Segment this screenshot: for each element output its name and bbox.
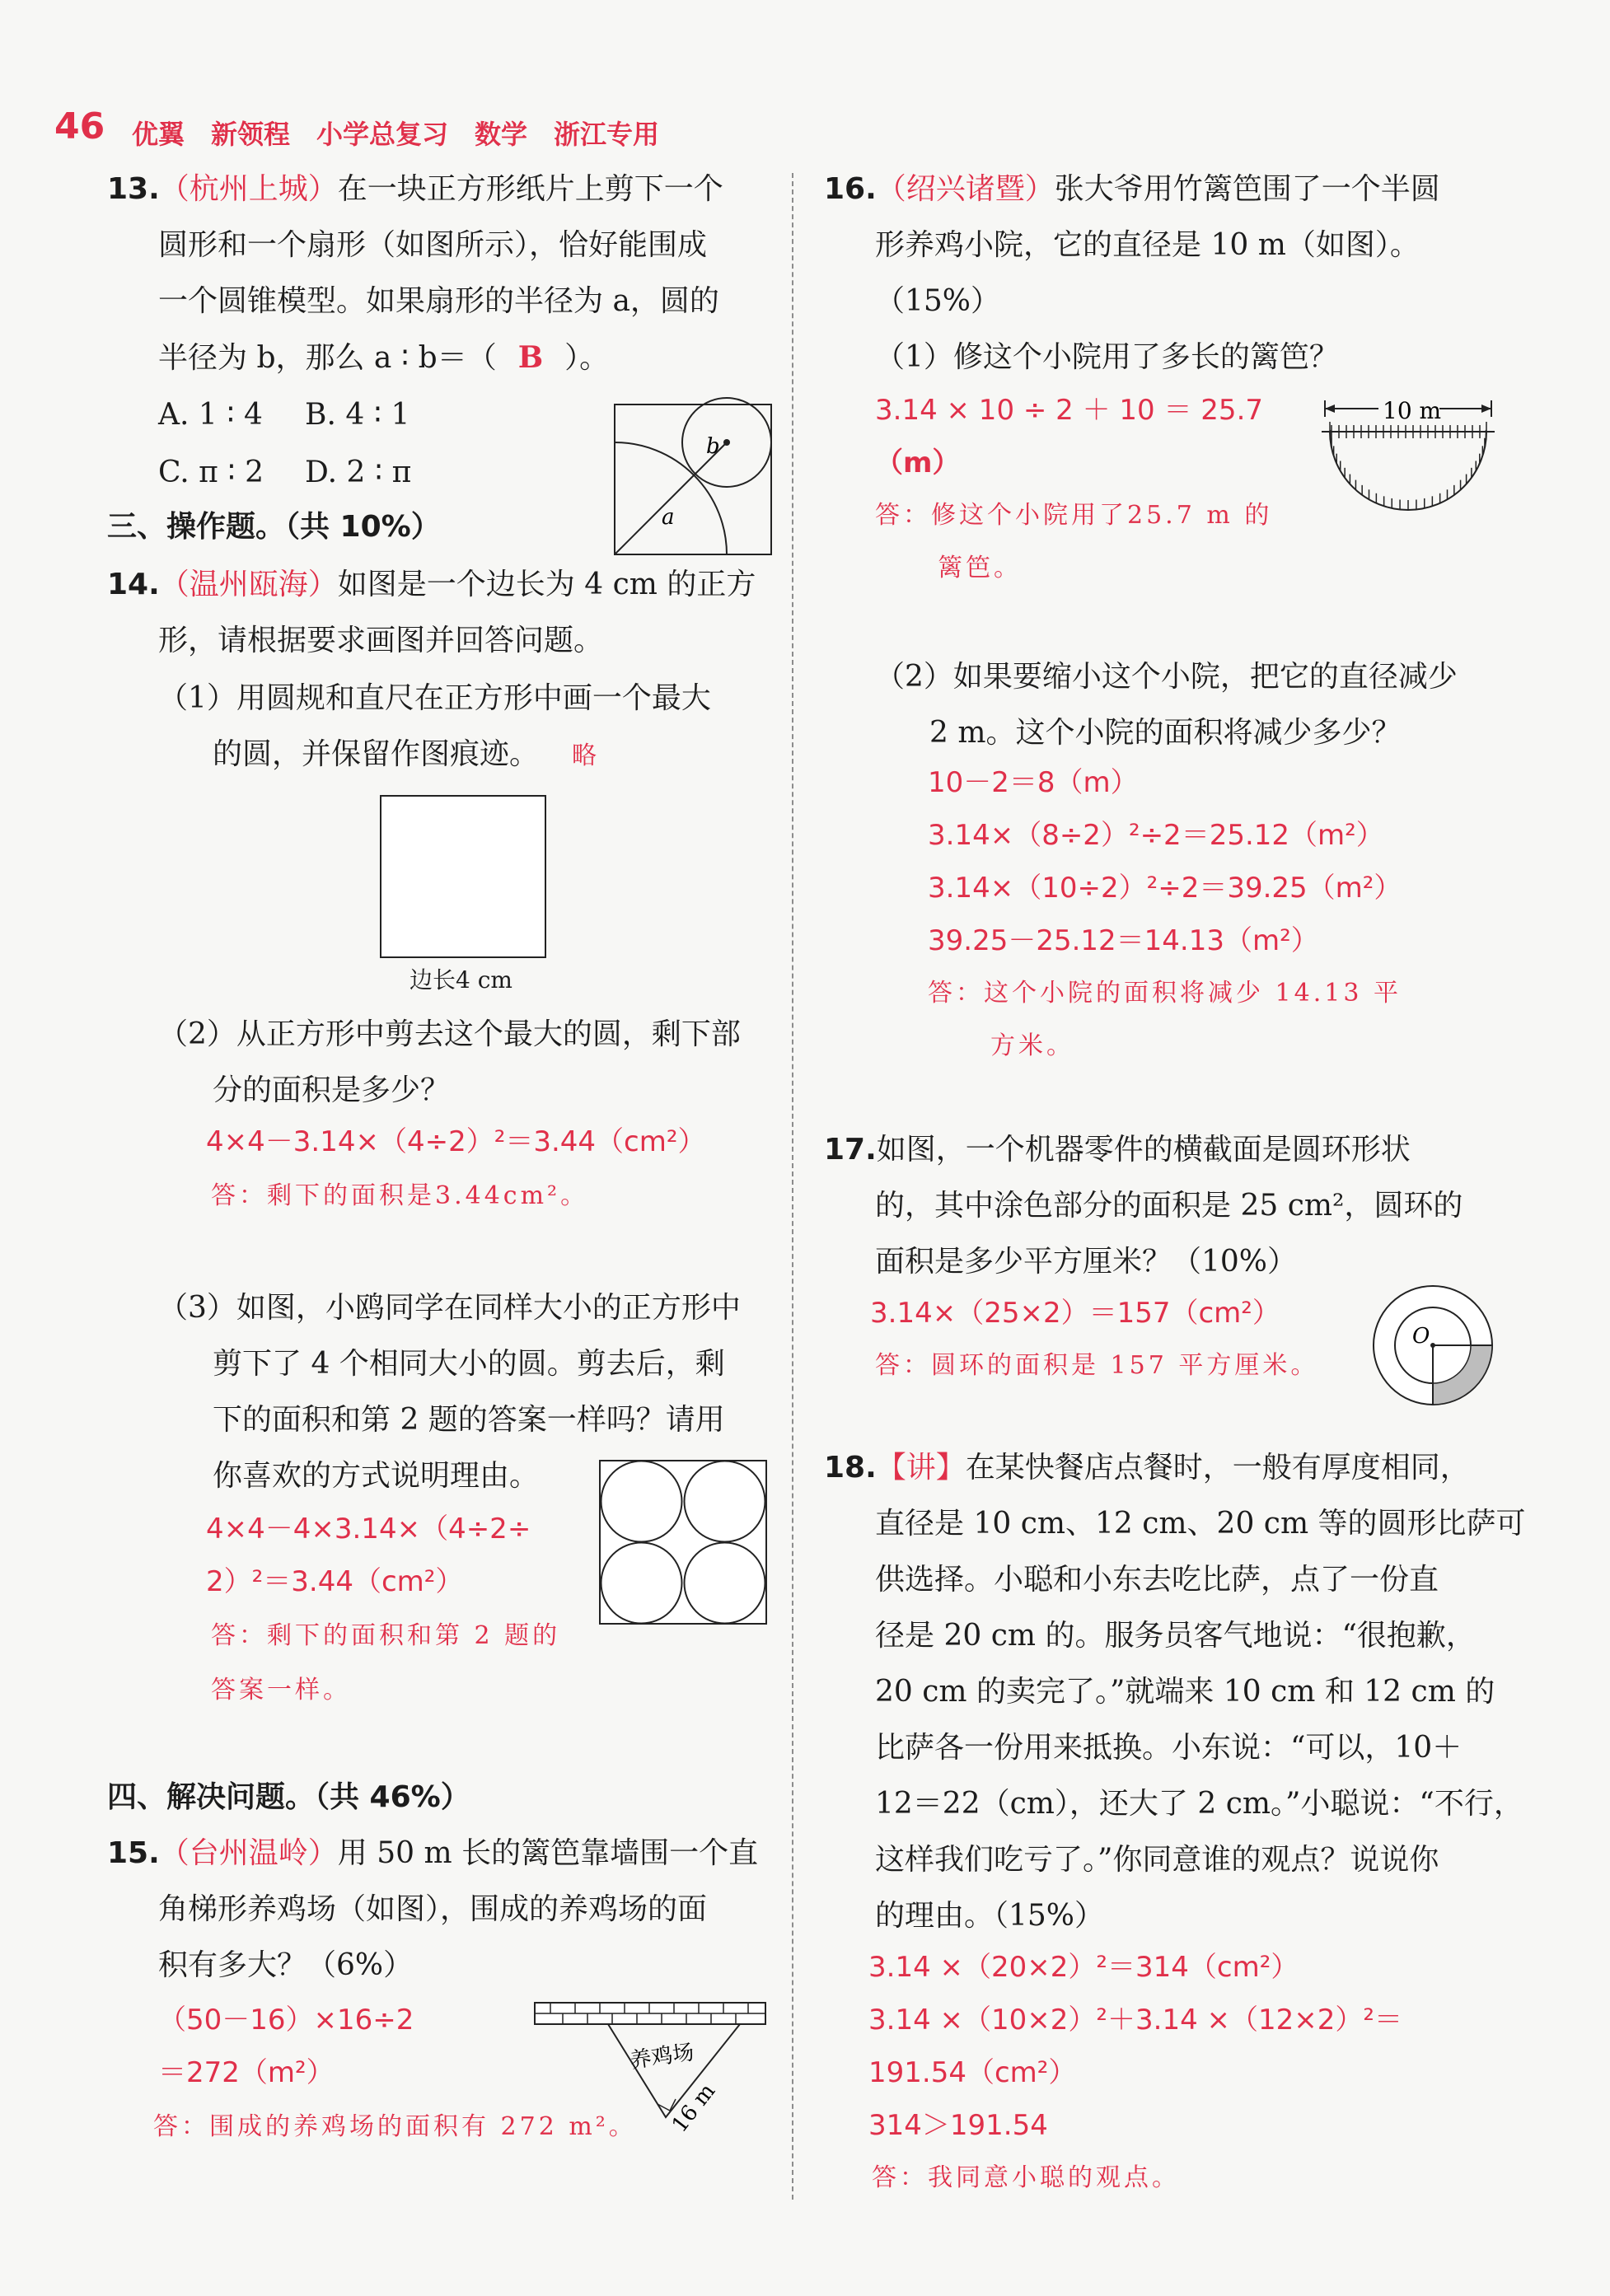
q15-answer: 答：围成的养鸡场的面积有 272 m²。 <box>153 2112 637 2141</box>
q13-fig-label-b: b <box>706 434 720 459</box>
q14-part3-answer-2: 答案一样。 <box>211 1676 351 1704</box>
q13-text-4b: ）。 <box>564 341 610 375</box>
q15-text-1: 用 50 m 长的篱笆靠墙围一个直 <box>337 1836 759 1870</box>
q18-answer: 答：我同意小聪的观点。 <box>872 2163 1180 2192</box>
q17-text-3: 面积是多少平方厘米？（10%） <box>875 1245 1298 1279</box>
q17-ring-figure <box>1371 1284 1495 1407</box>
q16-semicircle-figure <box>1317 394 1500 542</box>
q13-option-b: B. 4 ∶ 1 <box>305 398 410 432</box>
q18-text-4: 径是 20 cm 的。服务员客气地说：“很抱歉， <box>875 1619 1476 1653</box>
q15-text-3: 积有多大？（6%） <box>158 1948 414 1982</box>
q17-text-2: 的，其中涂色部分的面积是 25 cm²，圆环的 <box>875 1189 1463 1223</box>
q18-solution-4: 314＞191.54 <box>868 2109 1048 2142</box>
q16-part1-text: （1）修这个小院用了多长的篱笆？ <box>875 340 1339 374</box>
q14-part1-answer: 略 <box>572 741 597 770</box>
q14-part3-text-3: 下的面积和第 2 题的答案一样吗？请用 <box>213 1403 725 1437</box>
q14-number: 14. <box>107 568 160 601</box>
q16-part1-solution-1: 3.14 × 10 ÷ 2 ＋ 10 ＝ 25.7 <box>875 394 1264 427</box>
q18-text-6: 比萨各一份用来抵换。小东说：“可以，10＋ <box>875 1731 1463 1765</box>
q14-source: （温州瓯海） <box>159 568 338 601</box>
q16-part2-solution-2: 3.14×（8÷2）²÷2＝25.12（m²） <box>928 819 1384 852</box>
q13-option-d: D. 2 ∶ π <box>305 456 412 489</box>
q15-text-2: 角梯形养鸡场（如图），围成的养鸡场的面 <box>158 1892 708 1926</box>
q14-part2-text-2: 分的面积是多少？ <box>213 1073 451 1107</box>
q18-text-5: 20 cm 的卖完了。”就端来 10 cm 和 12 cm 的 <box>875 1675 1495 1709</box>
book-series-title: 优翼 新领程 小学总复习 数学 浙江专用 <box>132 119 660 150</box>
q16-text-3: （15%） <box>875 284 1001 318</box>
q16-text-1: 张大爷用竹篱笆围了一个半圆 <box>1054 172 1440 206</box>
q16-source: （绍兴诸暨） <box>876 172 1055 206</box>
q18-text-2: 直径是 10 cm、12 cm、20 cm 等的圆形比萨可 <box>875 1507 1526 1541</box>
q13-figure <box>614 404 772 555</box>
q14-part1-text-1: （1）用圆规和直尺在正方形中画一个最大 <box>158 681 711 715</box>
q14-part2-text-1: （2）从正方形中剪去这个最大的圆，剩下部 <box>158 1017 741 1051</box>
q15-fig-label: 养鸡场 <box>628 2040 696 2074</box>
q16-part1-solution-2: （m） <box>875 447 961 479</box>
section-3-heading: 三、操作题。（共 10%） <box>107 510 441 544</box>
q18-text-9: 的理由。（15%） <box>875 1899 1105 1933</box>
q17-text-1: 如图，一个机器零件的横截面是圆环形状 <box>876 1133 1411 1167</box>
q13-text-1: 在一块正方形纸片上剪下一个 <box>337 172 723 206</box>
q18-solution-2: 3.14 ×（10×2）²＋3.14 ×（12×2）²＝ <box>868 2004 1403 2036</box>
q13-number: 13. <box>107 172 160 206</box>
q14-part3-answer-1: 答：剩下的面积和第 2 题的 <box>211 1621 561 1650</box>
q14-part2-answer: 答：剩下的面积是3.44cm²。 <box>211 1181 589 1210</box>
q14-text-2: 形，请根据要求画图并回答问题。 <box>158 624 604 657</box>
q17-solution: 3.14×（25×2）＝157（cm²） <box>870 1297 1280 1330</box>
q18-solution-3: 191.54（cm²） <box>868 2056 1077 2089</box>
q15-fig-dimension: 16 m <box>667 2079 721 2138</box>
q13-source: （杭州上城） <box>159 172 338 206</box>
q16-part2-solution-4: 39.25－25.12＝14.13（m²） <box>928 924 1319 957</box>
q15-source: （台州温岭） <box>159 1836 338 1870</box>
q14-part3-text-2: 剪下了 4 个相同大小的圆。剪去后，剩 <box>213 1347 725 1381</box>
q18-text-3: 供选择。小聪和小东去吃比萨，点了一份直 <box>875 1563 1439 1597</box>
q16-part1-answer-1: 答：修这个小院用了25.7 m 的 <box>875 501 1273 530</box>
q18-text-7: 12＝22（cm），还大了 2 cm。”小聪说：“不行， <box>875 1787 1523 1821</box>
q18-text-8: 这样我们吃亏了。”你同意谁的观点？说说你 <box>875 1843 1439 1877</box>
q13-option-a: A. 1 ∶ 4 <box>158 398 263 432</box>
q18-solution-1: 3.14 ×（20×2）²＝314（cm²） <box>868 1951 1299 1984</box>
column-divider <box>792 173 793 2200</box>
q16-text-2: 形养鸡小院，它的直径是 10 m（如图）。 <box>875 228 1420 262</box>
q16-part2-solution-3: 3.14×（10÷2）²÷2＝39.25（m²） <box>928 872 1402 905</box>
page-number: 46 <box>54 105 105 147</box>
q18-number: 18. <box>824 1451 877 1485</box>
q14-part3-text-1: （3）如图，小鸥同学在同样大小的正方形中 <box>158 1291 741 1325</box>
q15-solution-1: （50－16）×16÷2 <box>158 2004 414 2036</box>
q16-part2-text-1: （2）如果要缩小这个小院，把它的直径减少 <box>875 660 1458 694</box>
q17-answer: 答：圆环的面积是 157 平方厘米。 <box>875 1351 1319 1380</box>
q16-fig-dimension: 10 m <box>1383 397 1442 424</box>
q15-number: 15. <box>107 1836 160 1870</box>
q16-part2-solution-1: 10－2＝8（m） <box>928 766 1139 799</box>
q14-part3-solution-2: 2）²＝3.44（cm²） <box>206 1565 464 1598</box>
q14-text-1: 如图是一个边长为 4 cm 的正方 <box>337 568 756 601</box>
q13-text-4a: 半径为 b，那么 a ∶ b＝（ <box>158 341 497 375</box>
q13-answer: B <box>517 340 544 375</box>
q13-text-2: 圆形和一个扇形（如图所示），恰好能围成 <box>158 228 708 262</box>
q17-number: 17. <box>824 1133 877 1167</box>
q16-part2-answer-1: 答：这个小院的面积将减少 14.13 平 <box>928 979 1402 1008</box>
q13-option-c: C. π ∶ 2 <box>158 456 264 489</box>
q14-part3-text-4: 你喜欢的方式说明理由。 <box>213 1459 540 1493</box>
q15-figure <box>534 2002 768 2142</box>
section-4-heading: 四、解决问题。（共 46%） <box>107 1780 470 1814</box>
q14-square-label: 边长4 cm <box>410 966 512 994</box>
q14-square-figure <box>380 795 546 958</box>
q16-number: 16. <box>824 172 877 206</box>
q14-part1-text-2: 的圆，并保留作图痕迹。 <box>213 737 540 771</box>
q13-fig-label-a: a <box>662 505 675 530</box>
q14-part2-solution: 4×4－3.14×（4÷2）²＝3.44（cm²） <box>206 1125 706 1158</box>
q18-text-1: 在某快餐店点餐时，一般有厚度相同， <box>965 1451 1470 1485</box>
q16-part2-answer-2: 方米。 <box>990 1031 1074 1060</box>
q16-part1-answer-2: 篱笆。 <box>938 554 1022 582</box>
q13-text-3: 一个圆锥模型。如果扇形的半径为 a，圆的 <box>158 284 719 318</box>
q16-part2-text-2: 2 m。这个小院的面积将减少多少？ <box>929 716 1402 750</box>
q18-tag: 【讲】 <box>876 1451 966 1485</box>
q14-part3-solution-1: 4×4－4×3.14×（4÷2÷ <box>206 1513 531 1545</box>
q14-four-circles-figure <box>599 1460 767 1625</box>
q17-fig-center-label: O <box>1412 1324 1430 1349</box>
q15-solution-2: ＝272（m²） <box>158 2056 335 2089</box>
